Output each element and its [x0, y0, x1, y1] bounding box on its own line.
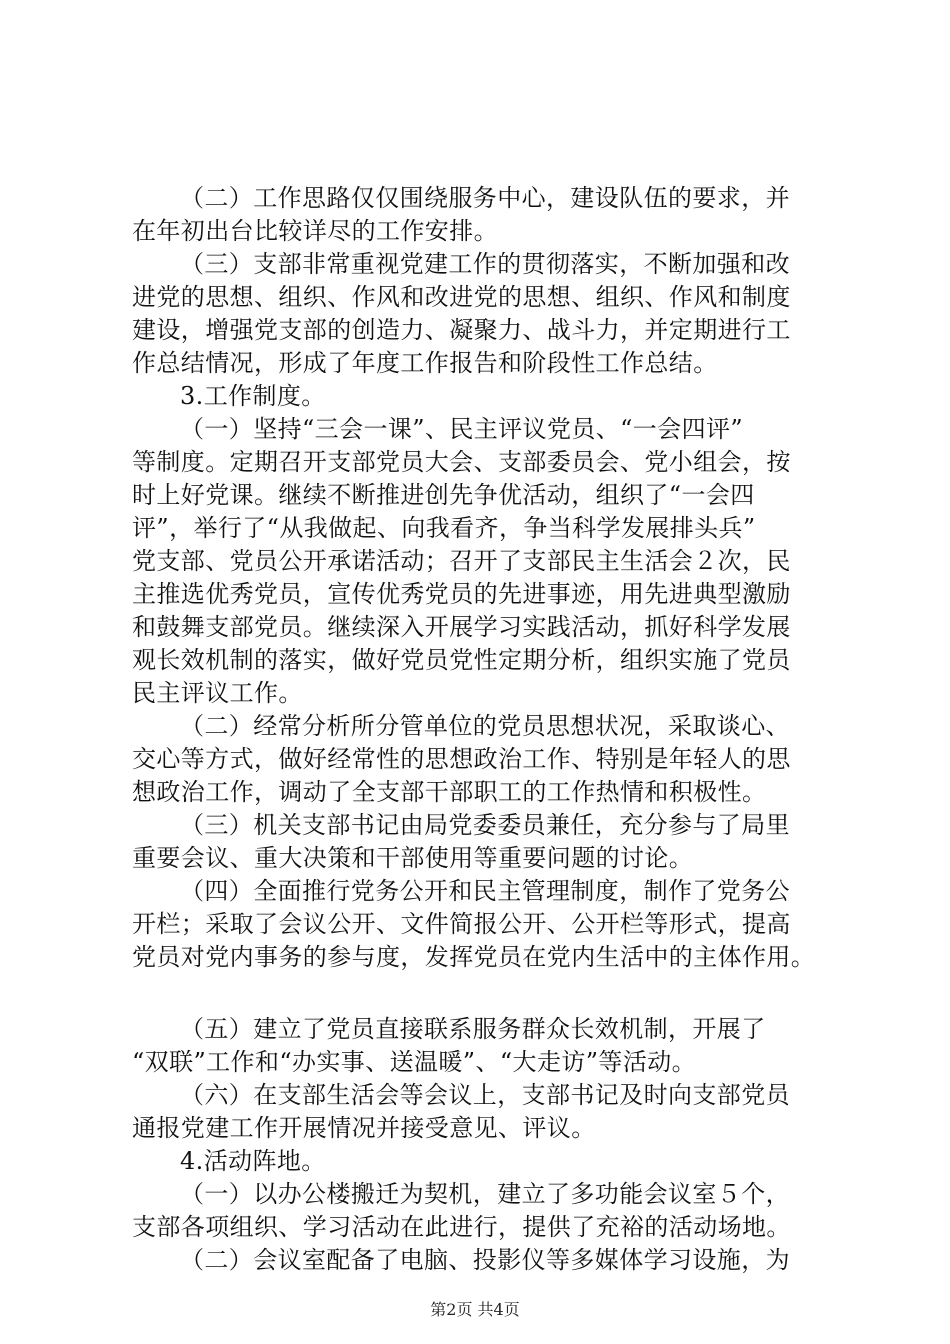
paragraph-line: 进党的思想、组织、作风和改进党的思想、组织、作风和制度 — [132, 283, 791, 311]
paragraph-line: 想政治工作，调动了全支部干部职工的工作热情和积极性。 — [132, 778, 767, 806]
paragraph-line: 等制度。定期召开支部党员大会、支部委员会、党小组会，按 — [132, 448, 791, 476]
paragraph-line: 交心等方式，做好经常性的思想政治工作、特别是年轻人的思 — [132, 745, 791, 773]
paragraph-line: 时上好党课。继续不断推进创先争优活动，组织了“一会四 — [132, 481, 755, 509]
paragraph-line: （三）机关支部书记由局党委委员兼任，充分参与了局里 — [180, 811, 790, 839]
paragraph-line: 民主评议工作。 — [132, 679, 303, 707]
paragraph-line: 在年初出台比较详尽的工作安排。 — [132, 217, 498, 245]
paragraph-line: （二）会议室配备了电脑、投影仪等多媒体学习设施，为 — [180, 1246, 790, 1274]
section-heading: 4.活动阵地。 — [180, 1147, 326, 1175]
paragraph-line: 党员对党内事务的参与度，发挥党员在党内生活中的主体作用。 — [132, 943, 816, 971]
paragraph-line: 党支部、党员公开承诺活动；召开了支部民主生活会２次，民 — [132, 547, 791, 575]
paragraph-line: （六）在支部生活会等会议上，支部书记及时向支部党员 — [180, 1081, 790, 1109]
paragraph-line: 开栏；采取了会议公开、文件简报公开、公开栏等形式，提高 — [132, 910, 791, 938]
section-heading: 3.工作制度。 — [180, 382, 326, 410]
paragraph-line: （一）坚持“三会一课”、民主评议党员、“一会四评” — [180, 415, 744, 443]
paragraph-line: （二）工作思路仅仅围绕服务中心，建设队伍的要求，并 — [180, 184, 790, 212]
page-footer: 第2页 共4页 — [430, 1300, 520, 1319]
paragraph-line: 主推选优秀党员，宣传优秀党员的先进事迹，用先进典型激励 — [132, 580, 791, 608]
paragraph-line: 重要会议、重大决策和干部使用等重要问题的讨论。 — [132, 844, 694, 872]
paragraph-line: （五）建立了党员直接联系服务群众长效机制，开展了 — [180, 1015, 766, 1043]
paragraph-line: 和鼓舞支部党员。继续深入开展学习实践活动，抓好科学发展 — [132, 613, 791, 641]
paragraph-line: （二）经常分析所分管单位的党员思想状况，采取谈心、 — [180, 712, 790, 740]
paragraph-line: （三）支部非常重视党建工作的贯彻落实，不断加强和改 — [180, 250, 790, 278]
paragraph-line: 支部各项组织、学习活动在此进行，提供了充裕的活动场地。 — [132, 1213, 791, 1241]
paragraph-line: 通报党建工作开展情况并接受意见、评议。 — [132, 1114, 596, 1142]
paragraph-line: （一）以办公楼搬迁为契机，建立了多功能会议室５个， — [180, 1180, 790, 1208]
paragraph-line: 建设，增强党支部的创造力、凝聚力、战斗力，并定期进行工 — [132, 316, 791, 344]
paragraph-line: “双联”工作和“办实事、送温暖”、“大走访”等活动。 — [132, 1048, 697, 1076]
paragraph-line: 观长效机制的落实，做好党员党性定期分析，组织实施了党员 — [132, 646, 791, 674]
paragraph-line: （四）全面推行党务公开和民主管理制度，制作了党务公 — [180, 877, 790, 905]
paragraph-line: 评”，举行了“从我做起、向我看齐，争当科学发展排头兵” — [132, 514, 756, 542]
paragraph-line: 作总结情况，形成了年度工作报告和阶段性工作总结。 — [132, 349, 718, 377]
